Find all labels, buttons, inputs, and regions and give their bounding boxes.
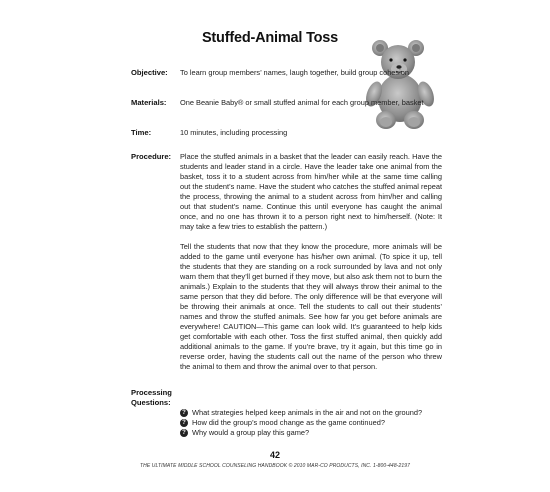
procedure-text [180, 152, 442, 382]
processing-questions [180, 408, 442, 438]
question-text: What strategies helped keep animals in the air and not on the ground? [192, 408, 423, 417]
question-circle-icon: ? [180, 419, 188, 427]
materials-text: One Beanie Baby® or small stuffed animal for each group member, basket [180, 98, 424, 107]
materials-label: Materials: [131, 98, 167, 107]
question-item [180, 418, 442, 428]
time-label: Time: [131, 128, 152, 137]
question-text: How did the group’s mood change as the game continued? [192, 418, 385, 427]
procedure-paragraph: Tell the students that now that they know the procedure, more animals will be added to the game until everyone has his/her own animal. (To spice it up, tell the students that they are standing on a rock surrounded by lava and not only warn them that they’ll get burned if they move, but also ask them not to burn the animals.) Explain to the students that they will always throw their animal to the same person that they did before. The only difference will be that everyone will be throwing their animals at once. Tell the students to call out their students’ names and throw the stuffed animals. See how far you get before animals are everywhere! CAUTION—This game can look wild. It’s guaranteed to help kids get comfortable with each other. Toss the first stuffed animal, then quickly add additional animals to the game. If you’re brave, try it again, but this time go in reverse order, having the students call out the name of the person who threw the animal to them and throw the animal over to that person. [180, 242, 442, 371]
objective-text: To learn group members’ names, laugh together, build group cohesion [180, 68, 409, 77]
question-text: Why would a group play this game? [192, 428, 310, 437]
time-text: 10 minutes, including processing [180, 128, 288, 137]
processing-label: Processing Questions: [131, 388, 172, 407]
page-number: 42 [269, 450, 280, 460]
question-item [180, 428, 442, 438]
question-circle-icon: ? [180, 409, 188, 417]
procedure-label: Procedure: [131, 152, 172, 161]
procedure-paragraph: Place the stuffed animals in a basket that the leader can easily reach. Have the students and leader stand in a circle. Have the leader take one animal from the basket, toss it to a student across from him/her while at the same time calling out the student’s name. Have the student who catches the stuffed animal repeat the process, throwing the animal to a student across from him/her and calling out that student’s name. Continue this until everyone has caught the animal once, and no one has thrown it to a person right next to him/herself. (Note: It may take a few tries to establish the pattern.) [180, 152, 442, 231]
footer-credit: THE ULTIMATE MIDDLE SCHOOL COUNSELING HANDBOOK © 2010 MAR-CO PRODUCTS, INC. 1-800-448-2197 [140, 463, 410, 469]
question-item [180, 408, 442, 418]
teddy-bear-icon [360, 36, 440, 132]
objective-label: Objective: [131, 68, 168, 77]
page-title: Stuffed-Animal Toss [201, 30, 339, 46]
question-circle-icon: ? [180, 429, 188, 437]
